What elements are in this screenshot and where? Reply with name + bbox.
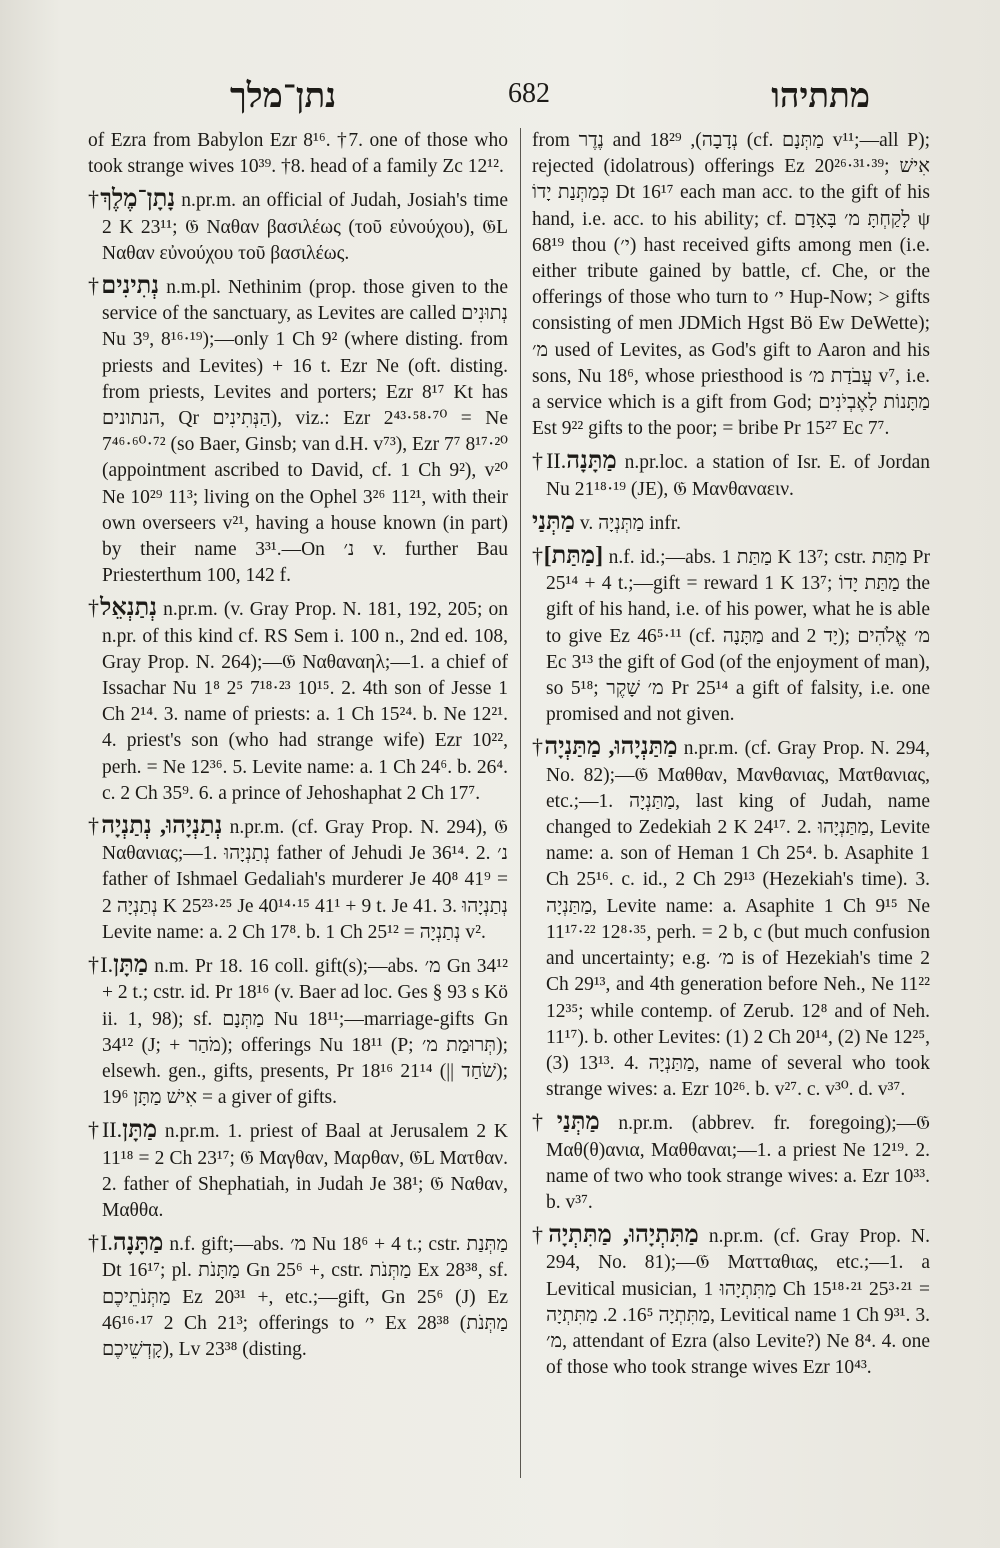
entry-text: n.m.pl. Nethinim (prop. those given to the service of the sanctuary, as Levites are called נְתוּנִים Nu 3⁹, 8¹⁶·¹⁹);—only 1 Ch 9² (where disting. from priests and Levites) + 16 t. Ezr Ne (oft. disting. from priests, Levites and porters; Ezr 8¹⁷ Kt has הנתונים, Qr הַנְּתִינִים), viz.: Ezr 2⁴³·⁵⁸·⁷⁰ = Ne 7⁴⁶·⁶⁰·⁷² (so Baer, Ginsb; van d.H. v⁷³), Ezr 7⁷ 8¹⁷·²⁰ (appointment ascribed to David, cf. 1 Ch 9²), v²⁰ Ne 10²⁹ 11³; living on the Ophel 3²⁶ 11²¹, with their own overseers v²¹, having a house known (in part) by their name 3³¹.—On נ׳ v. further Bau Priesterthum 100, 142 f. — [102, 277, 508, 587]
entry-continuation — [88, 128, 508, 180]
dictionary-entry — [88, 1117, 508, 1224]
entry-headword: מַתְּנַי — [556, 1109, 600, 1136]
right-running-head: מתתיהו — [771, 78, 870, 115]
page-header — [70, 72, 930, 124]
right-column — [532, 128, 930, 1488]
dictionary-entry — [532, 509, 930, 537]
entry-dagger: †II. — [88, 1117, 123, 1143]
entry-text: n.pr.m. (abbrev. fr. foregoing);—𝔊 Μαθ(θ)ανια, Μαθθαναι;—1. a priest Ne 12¹⁹. 2. name of two who took strange wives: a. Ezr 10³³. b. v³⁷. — [546, 1113, 930, 1213]
entry-dagger: † — [88, 186, 101, 212]
dictionary-entry — [532, 1222, 930, 1381]
dictionary-entry — [532, 1109, 930, 1216]
entry-dagger: † — [532, 734, 545, 760]
entry-text: n.pr.m. (cf. Gray Prop. N. 294, No. 81);—𝔊 Ματταθιας, etc.;—1. a Levitical musician, מַתִּתְיָהוּ 1 Ch 15¹⁸·²¹ 25³·²¹ = מַתִּתְיָה 16⁵. 2. מַתִּתְיָה, Levitical name 1 Ch 9³¹. 3. מ׳, attendant of Ezra (also Levite?) Ne 8⁴. 4. one of those who took strange wives Ezr 10⁴³. — [546, 1226, 930, 1379]
entry-headword: נָתָן־מֶלֶךְ — [100, 186, 176, 213]
entry-text: n.f. id.;—abs. מַתַּת 1 K 13⁷; cstr. מַתַּת Pr 25¹⁴ + 4 t.;—gift = reward 1 K 13⁷; מַתַּת יָדוֹ the gift of his hand, i.e. of his power, what he is able to give Ez 46⁵·¹¹ (cf. מַתָּנָה and יָד 2); מ׳ אֱלֹהִים Ec 3¹³ the gift of God (of the enjoyment of man), so 5¹⁸; מ׳ שָׁקֶר Pr 25¹⁴ a gift of falsity, i.e. one promised and not given. — [546, 547, 930, 726]
entry-headword: מַתָּן — [122, 1117, 158, 1144]
entry-headword: מַתָּנָה — [566, 448, 617, 475]
dictionary-entry — [532, 543, 930, 728]
entry-text: v. מַתְּנְיָה infr. — [574, 512, 682, 534]
dictionary-entry — [88, 1230, 508, 1363]
entry-headword: מַתָּן — [113, 952, 149, 979]
page-number: 682 — [508, 78, 550, 109]
entry-dagger: † — [88, 595, 101, 621]
entry-headword: נְתַנְאֵל — [100, 595, 158, 622]
entry-text: n.pr.m. (cf. Gray Prop. N. 294), 𝔊 Ναθανιας;—1. נְתַנְיָהוּ father of Jehudi Je 36¹⁴. 2. נ׳ father of Ishmael Gedaliah's murderer Je 40⁸ 41⁹ = נְתַנְיָה 2 K 25²³·²⁵ Je 40¹⁴·¹⁵ 41¹ + 9 t. Je 41. 3. נְתַנְיָהוּ Levite name: a. 2 Ch 17⁸. b. 1 Ch 25¹² = נְתַנְיָה v². — [102, 817, 508, 943]
dictionary-entry — [88, 595, 508, 807]
entry-dagger: †I. — [88, 1230, 113, 1256]
entry-dagger: † — [88, 813, 102, 839]
entry-dagger: † — [532, 543, 544, 569]
entry-headword: נְתִינִים — [101, 273, 160, 300]
entry-text: n.pr.loc. a station of Isr. E. of Jordan Nu 21¹⁸·¹⁹ (JE), 𝔊 Μανθαναειν. — [546, 452, 930, 500]
entry-headword: מַתְּנַי — [532, 508, 575, 535]
entry-text: n.pr.m. (v. Gray Prop. N. 181, 192, 205; on n.pr. of this kind cf. RS Sem i. 100 n., 2nd ed. 108, Gray Prop. N. 264);—𝔊 Ναθαναηλ;—1. a chief of Issachar Nu 1⁸ 2⁵ 7¹⁸·²³ 10¹⁵. 2. 4th son of Jesse 1 Ch 2¹⁴. 3. name of priests: a. 1 Ch 15²⁴. b. Ne 12²¹. 4. priest's son (who had strange wife) Ezr 10²², perh. = Ne 12³⁶. 5. Levite name: a. 1 Ch 24⁶. b. 26⁴. c. 2 Ch 35⁹. 6. a prince of Jehoshaphat 2 Ch 17⁷. — [102, 599, 508, 804]
entry-dagger: †I. — [88, 952, 114, 978]
left-running-head: נתן־מלך — [230, 78, 337, 115]
dictionary-entry — [88, 273, 508, 589]
entry-text: n.f. gift;—abs. מ׳ Nu 18⁶ + 4 t.; cstr. מַתְּנַת Dt 16¹⁷; pl. מַתָּנֹת Gn 25⁶ +, cstr. מַתְּנֹת Ex 28³⁸, sf. מַתְּנֹתֵיכֶם Ez 20³¹ +, etc.;—gift, Gn 25⁶ (J) Ez 46¹⁶·¹⁷ 2 Ch 21³; offerings to י׳ Ex 28³⁸ (מַתְּנֹת קָדְשֵׁיכֶם), Lv 23³⁸ (disting. — [102, 1234, 508, 1360]
entry-text: from נֶדֶר and נְדָבָה), 18²⁹ (cf. מַתְּנָם v¹¹;—all P); rejected (idolatrous) offerings Ez 20²⁶·³¹·³⁹; אִישׁ כְּמַתְּנַת יָדוֹ Dt 16¹⁷ each man acc. to the gift of his hand, i.e. acc. to his ability; cf. לָקַחְתָּ מ׳ בָּאָדָם ψ 68¹⁹ thou (י׳) hast received gifts among men (i.e. either tribute gained by battle, cf. Che, or the offerings of those who turn to י׳ Hup-Now; > gifts consisting of men JDMich Hgst Bö Ew DeWette); מ׳ used of Levites, as God's gift to Aaron and his sons, Nu 18⁶, whose priesthood is עֲבֹדַת מ׳ v⁷, i.e. a service which is a gift from God; מַתָּנוֹת לָאֶבְיֹנִים Est 9²² gifts to the poor; = bribe Pr 15²⁷ Ec 7⁷. — [532, 130, 930, 440]
entry-dagger: †II. — [532, 448, 567, 474]
entry-text: n.m. Pr 18. 16 coll. gift(s);—abs. מ׳ Gn 34¹² + 2 t.; cstr. id. Pr 18¹⁶ (v. Baer ad loc. Ges § 93 s Kö ii. 1, 98); sf. מַתְּנָם Nu 18¹¹;—marriage-gifts Gn 34¹² (J; + מֹהַר); offerings Nu 18¹¹ (P; תְּרוּמַת מ׳); elsewh. gen., gifts, presents, Pr 18¹⁶ 21¹⁴ (|| שֹׁחַד); אִישׁ מַתָּן 19⁶ = a giver of gifts. — [102, 956, 508, 1109]
dictionary-entry — [88, 186, 508, 267]
entry-text: n.pr.m. an official of Judah, Josiah's time 2 K 23¹¹; 𝔊 Ναθαν βασιλέως (τοῦ εὐνούχου), 𝔊L Ναθαν εὐνούχου τοῦ βασιλέως. — [102, 190, 508, 264]
entry-continuation — [532, 128, 930, 442]
column-divider — [520, 128, 521, 1478]
entry-headword: מַתִּתְיָהוּ, מַתִּתְיָה — [548, 1222, 699, 1249]
entry-headword: מַתָּנָה — [112, 1230, 164, 1257]
entry-dagger: † — [532, 1222, 549, 1248]
entry-dagger: † — [88, 273, 102, 299]
entry-text: n.pr.m. (cf. Gray Prop. N. 294, No. 82);—𝔊 Μαθθαν, Μανθανιας, Ματθανιας, etc.;—1. מַתַּנְיָה, last king of Judah, name changed to Zedekiah 2 K 24¹⁷. 2. מַתַּנְיָהוּ, Levite name: a. son of Heman 1 Ch 25⁴. b. Asaphite 1 Ch 25¹⁶. c. id., 2 Ch 29¹³ (Hezekiah's time). 3. מַתַּנְיָה, Levite name: a. Asaphite 1 Ch 9¹⁵ Ne 11¹⁷·²² 12⁸·³⁵, perh. = 2 b, c (but much confusion and uncertainty; e.g. מ׳ is of Hezekiah's time 2 Ch 29¹³, and 4th generation before Neh., Ne 11²² 12³⁵; while contemp. of Zerub. 12⁸ and of Neh. 11¹⁷). b. other Levites: (1) 2 Ch 20¹⁴, (2) Ne 12²⁵, (3) 13¹³. 4. מַתַּנְיָה, name of several who took strange wives: a. Ezr 10²⁶. b. v²⁷. c. v³⁰. d. v³⁷. — [546, 738, 930, 1101]
dictionary-entry — [88, 813, 508, 946]
entry-text: of Ezra from Babylon Ezr 8¹⁶. †7. one of those who took strange wives 10³⁹. †8. head of a family Zc 12¹². — [88, 130, 508, 178]
dictionary-entry — [532, 448, 930, 502]
entry-text: n.pr.m. 1. priest of Baal at Jerusalem 2 K 11¹⁸ = 2 Ch 23¹⁷; 𝔊 Μαγθαν, Μαρθαν, 𝔊L Ματθαν. 2. father of Shephatiah, in Judah Je 38¹; 𝔊 Ναθαν, Μαθθα. — [102, 1121, 508, 1221]
entry-headword: [מַתַּת] — [543, 543, 604, 570]
dictionary-entry — [88, 952, 508, 1111]
entry-headword: מַתַּנְיָהוּ, מַתַּנְיָה — [544, 734, 678, 761]
entry-dagger: † — [532, 1109, 557, 1135]
dictionary-entry — [532, 734, 930, 1103]
entry-headword: נְתַנְיָהוּ, נְתַנְיָה — [101, 813, 223, 840]
left-column — [88, 128, 508, 1488]
